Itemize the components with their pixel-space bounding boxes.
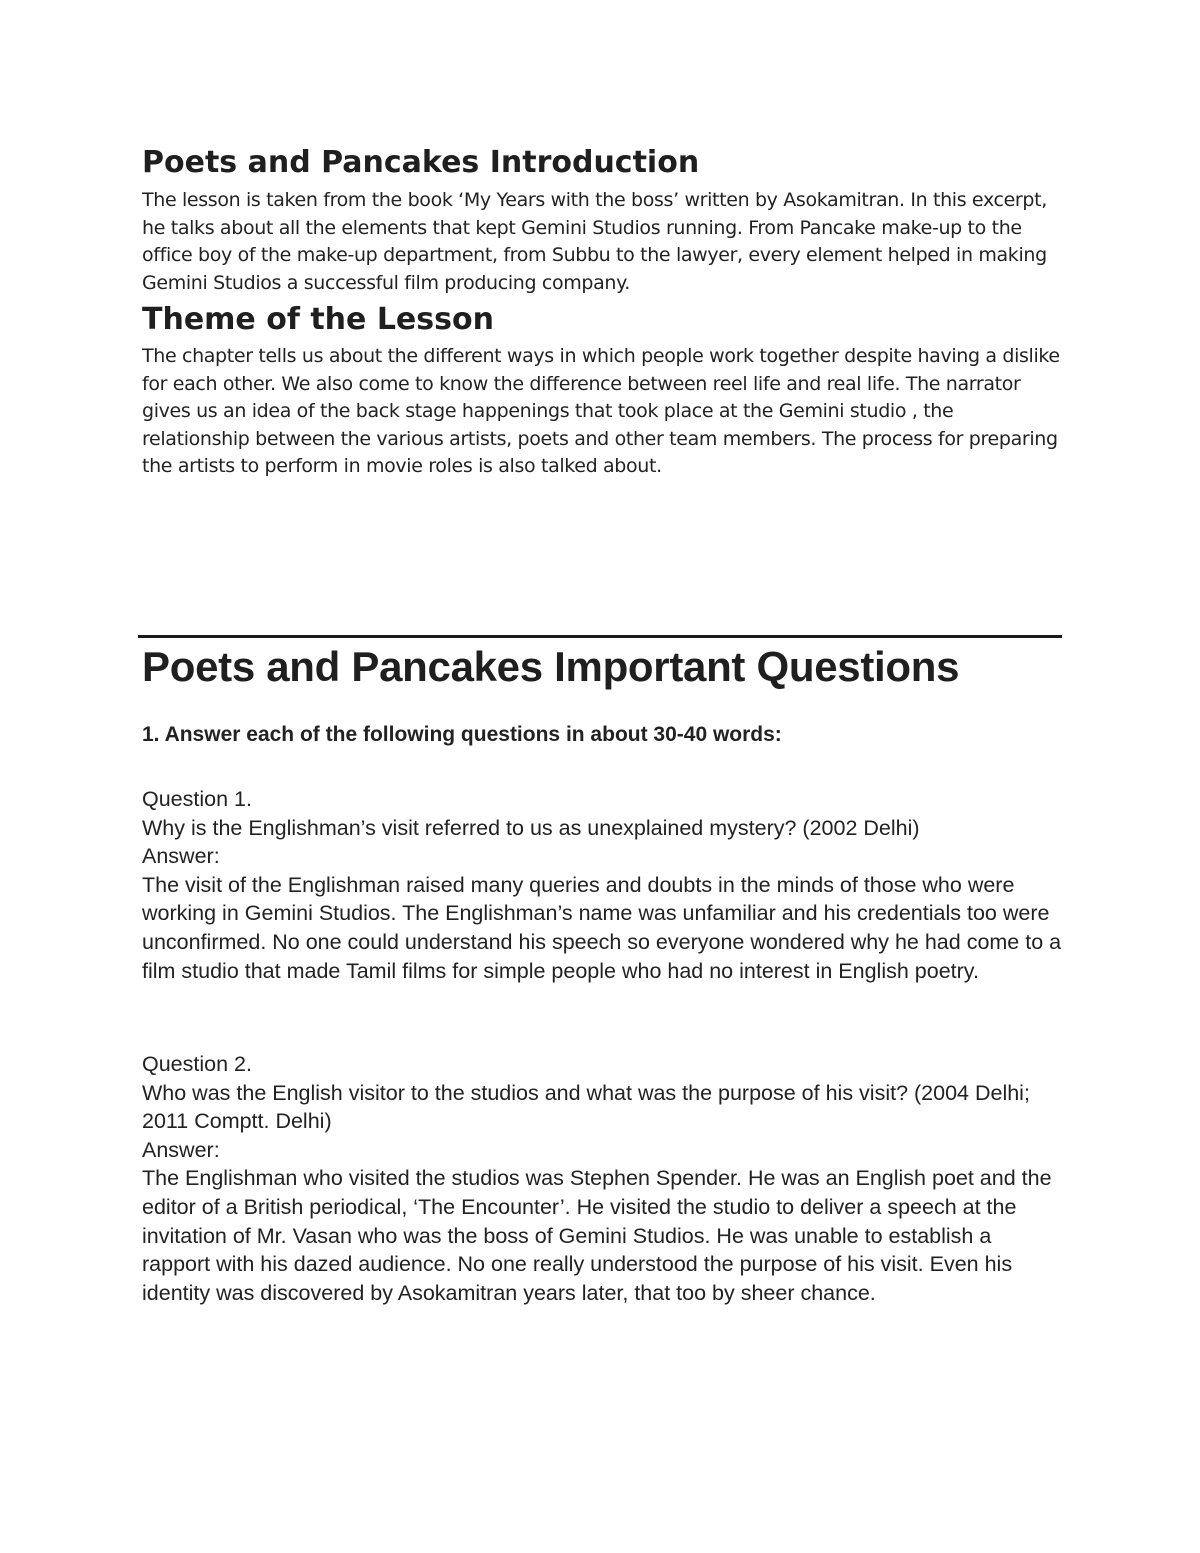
answer-label: Answer: bbox=[142, 844, 220, 869]
question-label: Question 2. bbox=[142, 1052, 252, 1076]
question-text: Who was the English visitor to the studios and what was the purpose of his visit? (2004 Delhi; 2011 Comptt. Delhi) bbox=[142, 1080, 1030, 1134]
question-text: Why is the Englishman’s visit referred to us as unexplained mystery? (2002 Delhi) bbox=[142, 815, 920, 840]
theme-paragraph: The chapter tells us about the different ways in which people work together despite having a dislike for each other. We also come to know the difference between reel life and real life. The narrator gives us an idea of the back stage happenings that took place at the Gemini studio , the relationship between the various artists, poets and other team members. The process for preparing the artists to perform in movie roles is also talked about. bbox=[142, 345, 1060, 477]
theme-heading: Theme of the Lesson bbox=[142, 302, 494, 337]
question-label: Question 1. bbox=[142, 787, 252, 811]
questions-heading: Poets and Pancakes Important Questions bbox=[142, 643, 960, 690]
answer-text: The visit of the Englishman raised many queries and doubts in the minds of those who were working in Gemini Studios. The Englishman’s name was unfamiliar and his credentials too were unconfirmed. No one could understand his speech so everyone wondered why he had come to a film studio that made Tamil films for simple people who had no interest in English poetry. bbox=[142, 872, 1062, 983]
section-divider bbox=[138, 635, 1062, 638]
question-block-1 bbox=[142, 785, 1062, 985]
answer-text: The Englishman who visited the studios was Stephen Spender. He was an English poet and the editor of a British periodical, ‘The Encounter’. He visited the studio to deliver a speech at the invitation of Mr. Vasan who was the boss of Gemini Studios. He was unable to establish a rapport with his dazed audience. No one really understood the purpose of his visit. Even his identity was discovered by Asokamitran years later, that too by sheer chance. bbox=[142, 1166, 1052, 1305]
question-block-2 bbox=[142, 1050, 1062, 1307]
intro-heading: Poets and Pancakes Introduction bbox=[142, 145, 700, 180]
questions-instruction: 1. Answer each of the following questions in about 30-40 words: bbox=[142, 723, 782, 746]
intro-paragraph: The lesson is taken from the book ‘My Years with the boss’ written by Asokamitran. In this excerpt, he talks about all the elements that kept Gemini Studios running. From Pancake make-up to the office boy of the make-up department, from Subbu to the lawyer, every element helped in making Gemini Studios a successful film producing company. bbox=[142, 189, 1047, 294]
answer-label: Answer: bbox=[142, 1137, 220, 1162]
